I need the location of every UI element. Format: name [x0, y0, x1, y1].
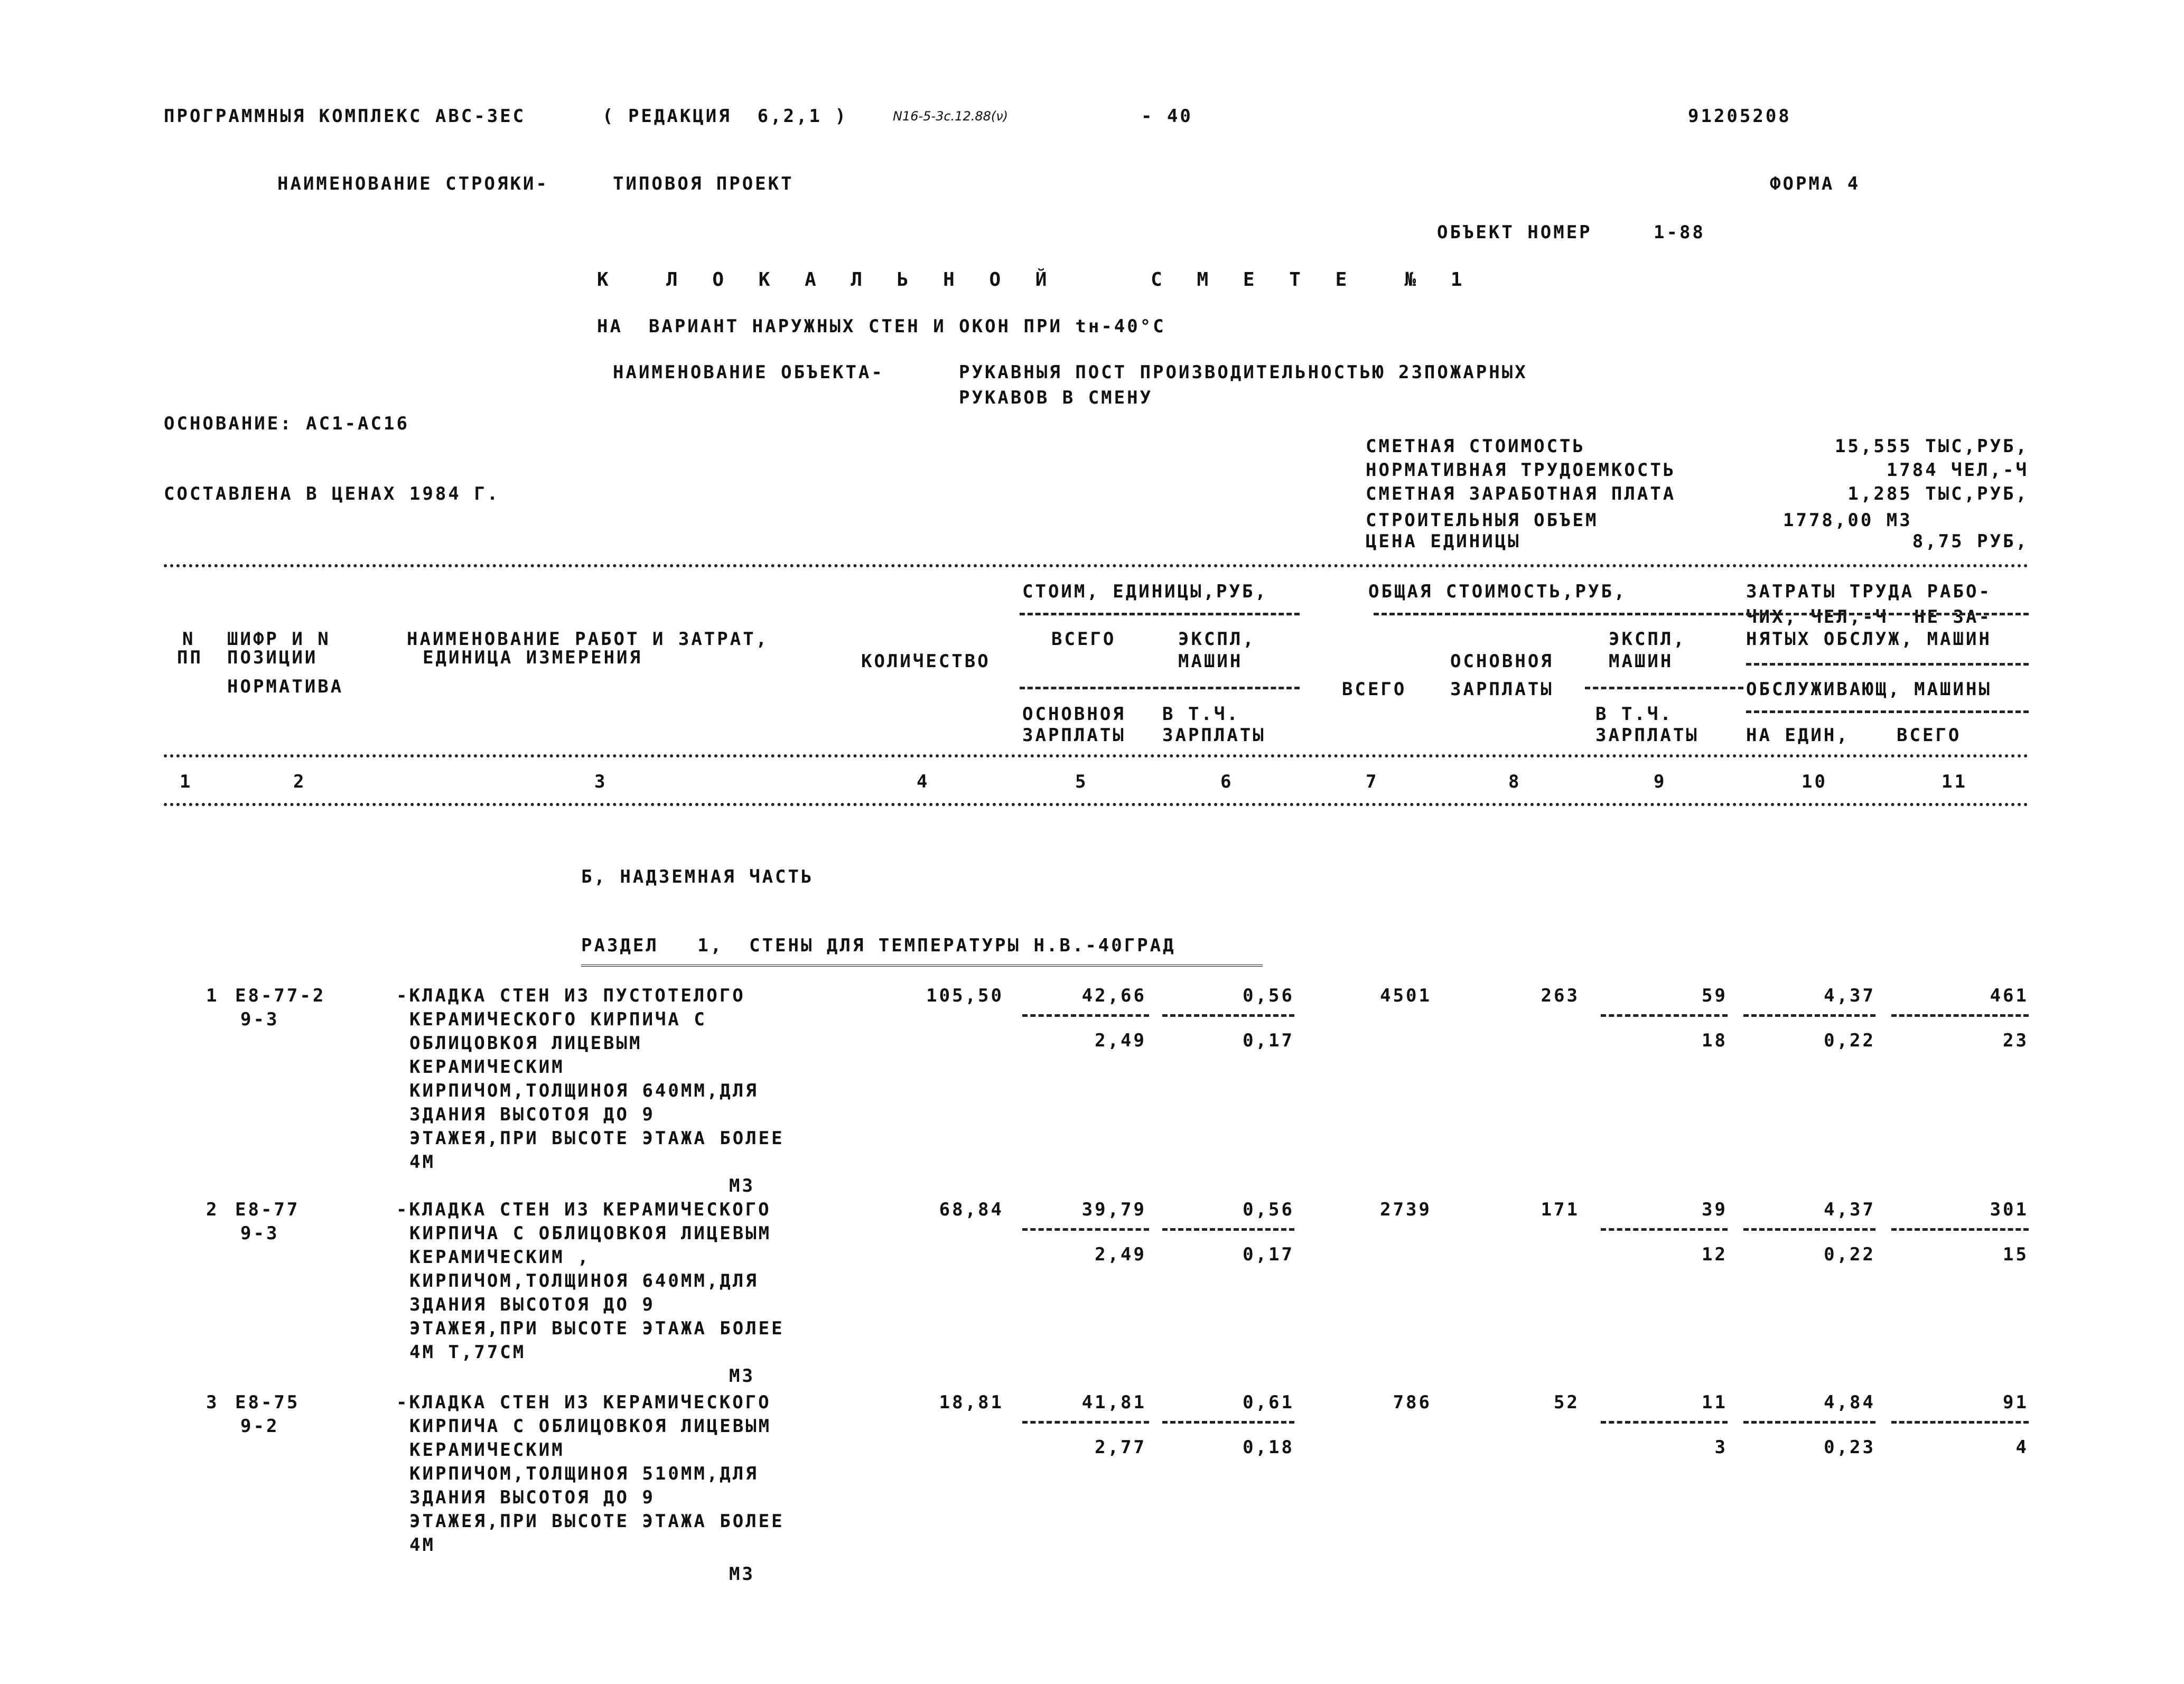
row-labor-total-2: 23	[2003, 1030, 2029, 1051]
unit-incl-label: ЗАРПЛАТЫ	[1162, 725, 1266, 746]
column-number: 3	[594, 771, 608, 792]
row-labor-unit: 4,37	[1824, 985, 1875, 1006]
row-description-line: -КЛАДКА СТЕН ИЗ КЕРАМИЧЕСКОГО	[396, 1392, 771, 1413]
column-number: 8	[1508, 771, 1522, 792]
row-description-line: КИРПИЧОМ,ТОЛЩИНОЯ 640ММ,ДЛЯ	[409, 1080, 759, 1101]
row-unit-machine-wage: 0,17	[1243, 1244, 1294, 1265]
unit-wage-label: ЗАРПЛАТЫ	[1022, 725, 1126, 746]
row-divider	[1743, 1421, 1875, 1424]
unit-machines-label: МАШИН	[1178, 651, 1243, 672]
row-divider	[1743, 1228, 1875, 1231]
summary-label: НОРМАТИВНАЯ ТРУДОЕМКОСТЬ	[1366, 460, 1676, 481]
row-number: 3	[206, 1392, 219, 1413]
column-number: 4	[917, 771, 930, 792]
row-description-line: КИРПИЧОМ,ТОЛЩИНОЯ 640ММ,ДЛЯ	[409, 1270, 759, 1292]
row-unit-machines: 0,61	[1243, 1392, 1294, 1413]
row-divider	[1891, 1421, 2029, 1424]
col-name-label: ЕДИНИЦА ИЗМЕРЕНИЯ	[423, 647, 642, 668]
object-name-line1: РУКАВНЫЯ ПОСТ ПРОИЗВОДИТЕЛЬНОСТЬЮ 23ПОЖАРНЫХ	[959, 362, 1528, 383]
row-divider	[1022, 1228, 1149, 1231]
total-wage-label: ЗАРПЛАТЫ	[1450, 679, 1554, 700]
row-divider	[1601, 1228, 1728, 1231]
unit-cost-label: СТОИМ, ЕДИНИЦЫ,РУБ,	[1022, 581, 1268, 602]
row-total-wage: 263	[1541, 985, 1580, 1006]
unit-total-label: ВСЕГО	[1051, 629, 1116, 650]
total-incl-label: ЗАРПЛАТЫ	[1595, 725, 1699, 746]
row-unit-wage: 2,77	[1095, 1437, 1146, 1458]
column-number: 9	[1654, 771, 1667, 792]
col-code-label: НОРМАТИВА	[227, 676, 344, 697]
row-description-line: КИРПИЧА С ОБЛИЦОВКОЯ ЛИЦЕВЫМ	[409, 1416, 772, 1437]
summary-label: СТРОИТЕЛЬНЫЯ ОБЪЕМ	[1366, 510, 1599, 531]
row-divider	[1162, 1228, 1294, 1231]
construction-label: НАИМЕНОВАНИЕ СТРОЯКИ-	[277, 173, 549, 194]
row-description-line: ЗДАНИЯ ВЫСОТОЯ ДО 9	[409, 1294, 655, 1315]
row-divider	[1891, 1014, 2029, 1017]
row-labor-total-2: 15	[2003, 1244, 2029, 1265]
document-title: К Л О К А Л Ь Н О Й С М Е Т Е № 1	[597, 269, 1474, 291]
row-total-machines: 39	[1702, 1199, 1728, 1220]
variant-line: НА ВАРИАНТ НАРУЖНЫХ СТЕН И ОКОН ПРИ tн-40°С	[597, 316, 1166, 337]
row-divider	[1162, 1421, 1294, 1424]
table-top-rule	[164, 564, 2029, 567]
total-machines-label: МАШИН	[1609, 651, 1674, 672]
row-description-line: ЗДАНИЯ ВЫСОТОЯ ДО 9	[409, 1104, 655, 1125]
row-unit-machine-wage: 0,18	[1243, 1437, 1294, 1458]
edition: ( РЕДАКЦИЯ 6,2,1 )	[602, 106, 848, 127]
row-description-line: 4М Т,77СМ	[409, 1342, 526, 1363]
row-description-line: КИРПИЧА С ОБЛИЦОВКОЯ ЛИЦЕВЫМ	[409, 1223, 772, 1244]
row-quantity: 105,50	[926, 985, 1004, 1006]
row-unit-machines: 0,56	[1243, 985, 1294, 1006]
row-description-line: -КЛАДКА СТЕН ИЗ ПУСТОТЕЛОГО	[396, 985, 745, 1006]
row-divider	[1162, 1014, 1294, 1017]
labor-unit-label: НА ЕДИН,	[1746, 725, 1850, 746]
row-labor-total: 461	[1990, 985, 2029, 1006]
total-all-label: ВСЕГО	[1342, 679, 1407, 700]
unit-machines-label: ЭКСПЛ,	[1178, 629, 1256, 650]
row-description-line: ЭТАЖЕЯ,ПРИ ВЫСОТЕ ЭТАЖА БОЛЕЕ	[409, 1128, 785, 1149]
row-total-wage: 171	[1541, 1199, 1580, 1220]
labor-label: ЗАТРАТЫ ТРУДА РАБО-	[1746, 581, 1992, 602]
row-total-machines: 11	[1702, 1392, 1728, 1413]
column-number: 2	[293, 771, 306, 792]
row-code-sub: 9-3	[240, 1009, 279, 1030]
table-header-end-rule	[164, 803, 2029, 806]
row-description-line: 4М	[409, 1535, 435, 1556]
summary-value: 1,285 ТЫС,РУБ,	[1847, 483, 2029, 504]
labor-label: ОБСЛУЖИВАЮЩ, МАШИНЫ	[1746, 679, 1992, 700]
row-divider	[1743, 1014, 1875, 1017]
handwritten-note: Ν16-5-3с.12.88(ν)	[893, 109, 1009, 124]
row-code: Е8-77-2	[235, 985, 326, 1006]
summary-value: 1784 ЧЕЛ,-Ч	[1886, 460, 2029, 481]
column-number: 5	[1075, 771, 1088, 792]
row-description-line: ОБЛИЦОВКОЯ ЛИЦЕВЫМ	[409, 1033, 642, 1054]
row-divider	[1022, 1421, 1149, 1424]
header-divider	[1020, 613, 1300, 615]
row-quantity: 68,84	[939, 1199, 1004, 1220]
row-total: 786	[1393, 1392, 1432, 1413]
object-number-value: 1-88	[1654, 222, 1705, 243]
row-number: 1	[206, 985, 219, 1006]
document-code: 91205208	[1688, 106, 1791, 127]
price-basis: СОСТАВЛЕНА В ЦЕНАХ 1984 Г.	[164, 483, 500, 504]
unit-incl-label: В Т.Ч.	[1162, 704, 1240, 725]
row-divider	[1891, 1228, 2029, 1231]
row-labor-unit: 4,37	[1824, 1199, 1875, 1220]
row-unit: М3	[729, 1564, 755, 1585]
header-divider	[1746, 710, 2029, 713]
unit-wage-label: ОСНОВНОЯ	[1022, 704, 1126, 725]
row-unit-total: 41,81	[1081, 1392, 1146, 1413]
header-divider	[1585, 687, 1743, 689]
row-total-machines: 59	[1702, 985, 1728, 1006]
row-total: 2739	[1380, 1199, 1432, 1220]
row-labor-unit-2: 0,23	[1824, 1437, 1875, 1458]
row-unit: М3	[729, 1365, 755, 1387]
row-divider	[1601, 1014, 1728, 1017]
col-qty-label: КОЛИЧЕСТВО	[861, 651, 991, 672]
row-description-line: КЕРАМИЧЕСКОГО КИРПИЧА С	[409, 1009, 707, 1030]
row-labor-unit-2: 0,22	[1824, 1244, 1875, 1265]
construction-value: ТИПОВОЯ ПРОЕКТ	[613, 173, 794, 194]
total-cost-label: ОБЩАЯ СТОИМОСТЬ,РУБ,	[1368, 581, 1627, 602]
section-title: РАЗДЕЛ 1, СТЕНЫ ДЛЯ ТЕМПЕРАТУРЫ Н.В.-40ГРАД	[581, 935, 1176, 956]
total-incl-label: В Т.Ч.	[1595, 704, 1673, 725]
row-divider	[1022, 1014, 1149, 1017]
total-machines-label: ЭКСПЛ,	[1609, 629, 1686, 650]
summary-value: 15,555 ТЫС,РУБ,	[1834, 436, 2029, 457]
row-description-line: ЗДАНИЯ ВЫСОТОЯ ДО 9	[409, 1487, 655, 1508]
row-unit-wage: 2,49	[1095, 1244, 1146, 1265]
row-unit-wage: 2,49	[1095, 1030, 1146, 1051]
row-labor-total-2: 4	[2015, 1437, 2029, 1458]
header-divider	[1374, 613, 2029, 615]
row-unit-total: 42,66	[1081, 985, 1146, 1006]
row-total: 4501	[1380, 985, 1432, 1006]
section-underline	[581, 965, 1263, 967]
row-code: Е8-75	[235, 1392, 300, 1413]
summary-label: ЦЕНА ЕДИНИЦЫ	[1366, 531, 1521, 552]
row-unit-machine-wage: 0,17	[1243, 1030, 1294, 1051]
column-number: 11	[1942, 771, 1967, 792]
row-code-sub: 9-3	[240, 1223, 279, 1244]
object-name-label: НАИМЕНОВАНИЕ ОБЪЕКТА-	[613, 362, 884, 383]
total-wage-label: ОСНОВНОЯ	[1450, 651, 1554, 672]
row-total-machine-wage: 12	[1702, 1244, 1728, 1265]
row-description-line: КЕРАМИЧЕСКИМ ,	[409, 1247, 591, 1268]
column-number: 10	[1802, 771, 1827, 792]
row-description-line: ЭТАЖЕЯ,ПРИ ВЫСОТЕ ЭТАЖА БОЛЕЕ	[409, 1318, 785, 1339]
row-labor-unit: 4,84	[1824, 1392, 1875, 1413]
header-divider	[1746, 663, 2029, 666]
col-code-label: ПОЗИЦИИ	[227, 647, 318, 668]
header-divider	[1020, 687, 1300, 689]
row-total-machine-wage: 18	[1702, 1030, 1728, 1051]
row-description-line: КИРПИЧОМ,ТОЛЩИНОЯ 510ММ,ДЛЯ	[409, 1463, 759, 1484]
summary-value: 8,75 РУБ,	[1912, 531, 2029, 552]
summary-label: СМЕТНАЯ ЗАРАБОТНАЯ ПЛАТА	[1366, 483, 1676, 504]
row-labor-total: 301	[1990, 1199, 2029, 1220]
col-code-label: ШИФР И N	[227, 629, 331, 650]
row-unit-total: 39,79	[1081, 1199, 1146, 1220]
col-name-label: НАИМЕНОВАНИЕ РАБОТ И ЗАТРАТ,	[407, 629, 769, 650]
row-code: Е8-77	[235, 1199, 300, 1220]
row-description-line: ЭТАЖЕЯ,ПРИ ВЫСОТЕ ЭТАЖА БОЛЕЕ	[409, 1511, 785, 1532]
row-total-wage: 52	[1554, 1392, 1580, 1413]
labor-label: НЯТЫХ ОБСЛУЖ, МАШИН	[1746, 629, 1992, 650]
summary-label: СМЕТНАЯ СТОИМОСТЬ	[1366, 436, 1585, 457]
column-number: 6	[1220, 771, 1234, 792]
row-unit-machines: 0,56	[1243, 1199, 1294, 1220]
labor-total-label: ВСЕГО	[1897, 725, 1962, 746]
object-number-label: ОБЪЕКТ НОМЕР	[1437, 222, 1592, 243]
column-number: 7	[1366, 771, 1379, 792]
row-quantity: 18,81	[939, 1392, 1004, 1413]
row-unit: М3	[729, 1175, 755, 1196]
summary-value: 1778,00 М3	[1783, 510, 1912, 531]
row-description-line: КЕРАМИЧЕСКИМ	[409, 1439, 565, 1461]
object-name-line2: РУКАВОВ В СМЕНУ	[959, 387, 1153, 408]
row-description-line: КЕРАМИЧЕСКИМ	[409, 1056, 565, 1078]
row-description-line: 4М	[409, 1152, 435, 1173]
row-labor-unit-2: 0,22	[1824, 1030, 1875, 1051]
col-n-label: N	[182, 629, 195, 650]
row-labor-total: 91	[2003, 1392, 2029, 1413]
labor-label: ЧИХ, ЧЕЛ,-Ч НЕ ЗА-	[1746, 606, 1992, 628]
col-n-label: ПП	[177, 647, 203, 668]
row-total-machine-wage: 3	[1714, 1437, 1728, 1458]
row-number: 2	[206, 1199, 219, 1220]
row-code-sub: 9-2	[240, 1416, 279, 1437]
row-description-line: -КЛАДКА СТЕН ИЗ КЕРАМИЧЕСКОГО	[396, 1199, 771, 1220]
program-name: ПРОГРАММНЫЯ КОМПЛЕКС АВС-3ЕС	[164, 106, 526, 127]
page-number: - 40	[1141, 106, 1193, 127]
column-number: 1	[180, 771, 193, 792]
part-title: Б, НАДЗЕМНАЯ ЧАСТЬ	[581, 866, 814, 887]
form-number: ФОРМА 4	[1770, 173, 1861, 194]
row-divider	[1601, 1421, 1728, 1424]
header-bottom-rule	[164, 754, 2029, 757]
basis: ОСНОВАНИЕ: АС1-АС16	[164, 413, 409, 434]
